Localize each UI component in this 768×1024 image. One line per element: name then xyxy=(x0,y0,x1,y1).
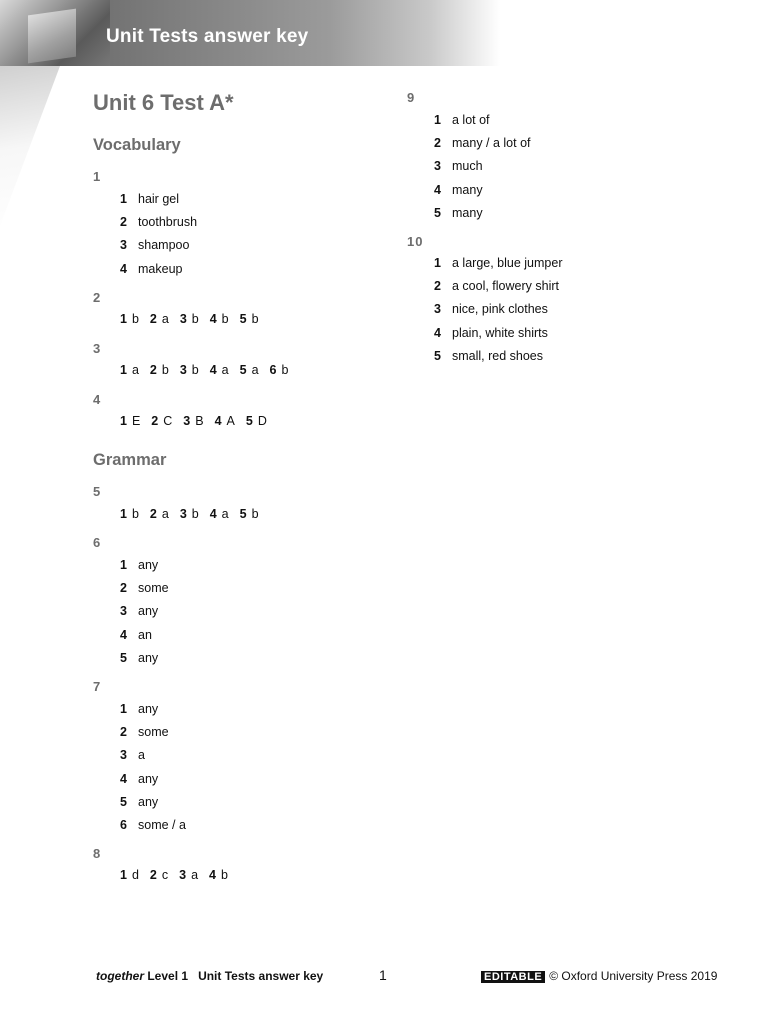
answer-item xyxy=(434,326,548,340)
item-number: 4 xyxy=(214,414,222,428)
answer-item xyxy=(120,702,158,716)
answer-pair xyxy=(150,507,169,521)
item-text: a xyxy=(138,748,145,763)
answer-item xyxy=(120,262,182,276)
item-number: 1 xyxy=(120,192,127,206)
item-number: 4 xyxy=(120,627,127,642)
page-number: 1 xyxy=(379,967,387,983)
item-number: 5 xyxy=(245,414,253,428)
answer-item xyxy=(120,604,158,618)
question-number: 4 xyxy=(93,392,102,407)
item-text: some xyxy=(138,581,169,596)
item-number: 4 xyxy=(434,325,441,340)
footer-doc-info xyxy=(96,969,323,983)
answer-pair xyxy=(120,868,139,882)
item-text: any xyxy=(138,794,159,809)
answer-letter: b xyxy=(221,312,229,326)
answer-letter: b xyxy=(251,312,259,326)
answer-pair xyxy=(215,414,235,428)
answer-row xyxy=(120,414,278,428)
answer-item xyxy=(120,215,197,229)
answer-pair xyxy=(183,414,203,428)
answer-letter: A xyxy=(226,414,235,428)
item-number: 5 xyxy=(239,312,247,326)
answer-pair xyxy=(120,507,139,521)
answer-pair xyxy=(180,312,199,326)
answer-letter: b xyxy=(131,312,139,326)
item-number: 2 xyxy=(120,581,127,596)
item-number: 3 xyxy=(179,507,187,521)
answer-letter: a xyxy=(131,363,139,377)
answer-letter: b xyxy=(191,507,199,521)
item-text: any xyxy=(138,702,159,716)
test-title: Unit 6 Test A* xyxy=(93,90,234,115)
answer-letter: a xyxy=(221,363,229,377)
item-number: 1 xyxy=(120,507,127,521)
item-number: 6 xyxy=(269,363,277,377)
answer-item xyxy=(120,558,158,572)
item-number: 2 xyxy=(120,215,127,230)
item-number: 3 xyxy=(434,159,441,174)
item-number: 5 xyxy=(434,205,441,220)
item-number: 4 xyxy=(209,507,217,521)
item-number: 4 xyxy=(434,182,441,197)
answer-item xyxy=(120,192,179,206)
item-number: 1 xyxy=(120,702,127,716)
question-number: 10 xyxy=(407,234,424,249)
answer-letter: b xyxy=(131,507,139,521)
item-number: 3 xyxy=(179,363,187,377)
answer-letter: E xyxy=(131,414,141,428)
item-text: plain, white shirts xyxy=(452,325,548,340)
answer-pair xyxy=(240,507,259,521)
answer-pair xyxy=(240,363,259,377)
item-number: 2 xyxy=(149,363,157,377)
footer-copyright: © Oxford University Press 2019 xyxy=(549,969,718,983)
answer-letter: B xyxy=(195,414,204,428)
answer-pair xyxy=(120,312,139,326)
question-number: 3 xyxy=(93,341,102,356)
answer-item xyxy=(434,113,490,127)
item-number: 1 xyxy=(120,312,127,326)
answer-letter: a xyxy=(161,507,169,521)
answer-letter: b xyxy=(191,363,199,377)
item-number: 2 xyxy=(149,868,157,882)
header-title: Unit Tests answer key xyxy=(106,26,309,47)
question-number: 9 xyxy=(407,90,416,105)
answer-letter: a xyxy=(251,363,259,377)
question-number: 8 xyxy=(93,846,102,861)
question-number: 6 xyxy=(93,535,102,550)
answer-item xyxy=(434,206,483,220)
answer-item xyxy=(120,772,158,786)
answer-item xyxy=(120,725,169,739)
answer-row xyxy=(120,363,299,377)
item-number: 5 xyxy=(434,348,441,363)
item-number: 4 xyxy=(120,771,127,786)
answer-pair xyxy=(179,868,198,882)
answer-pair xyxy=(150,363,169,377)
answer-item xyxy=(120,818,186,832)
answer-item xyxy=(120,795,158,809)
item-number: 1 xyxy=(120,558,127,572)
item-text: many xyxy=(452,205,483,220)
answer-pair xyxy=(150,312,169,326)
answer-pair xyxy=(180,507,199,521)
item-number: 5 xyxy=(239,507,247,521)
item-number: 4 xyxy=(209,312,217,326)
item-number: 3 xyxy=(120,604,127,619)
answer-pair xyxy=(120,363,139,377)
answer-item xyxy=(434,302,548,316)
item-text: a lot of xyxy=(452,113,490,127)
answer-pair xyxy=(180,363,199,377)
answer-letter: b xyxy=(191,312,199,326)
answer-letter: b xyxy=(281,363,289,377)
item-number: 5 xyxy=(239,363,247,377)
answer-item xyxy=(434,349,543,363)
answer-item xyxy=(434,256,562,270)
item-text: some xyxy=(138,725,169,740)
item-number: 4 xyxy=(120,261,127,276)
item-text: a large, blue jumper xyxy=(452,256,563,270)
item-number: 2 xyxy=(151,414,159,428)
item-text: many xyxy=(452,182,483,197)
item-number: 2 xyxy=(149,507,157,521)
item-text: some / a xyxy=(138,818,186,832)
item-number: 6 xyxy=(120,818,127,832)
answer-pair xyxy=(240,312,259,326)
item-text: any xyxy=(138,558,159,572)
question-number: 7 xyxy=(93,679,102,694)
answer-row xyxy=(120,507,270,521)
answer-letter: a xyxy=(221,507,229,521)
answer-row xyxy=(120,312,270,326)
item-number: 1 xyxy=(120,363,127,377)
header-banner xyxy=(0,0,768,66)
item-number: 4 xyxy=(209,363,217,377)
item-text: a cool, flowery shirt xyxy=(452,279,559,294)
item-number: 3 xyxy=(120,748,127,763)
answer-letter: D xyxy=(257,414,267,428)
answer-pair xyxy=(210,363,229,377)
item-text: many / a lot of xyxy=(452,136,531,151)
question-number: 5 xyxy=(93,484,102,499)
answer-pair xyxy=(150,868,168,882)
item-number: 2 xyxy=(120,725,127,740)
answer-letter: C xyxy=(163,414,173,428)
answer-letter: b xyxy=(220,868,228,882)
item-number: 4 xyxy=(209,868,216,882)
answer-item xyxy=(120,628,152,642)
item-number: 3 xyxy=(120,238,127,253)
answer-item xyxy=(434,159,483,173)
item-number: 3 xyxy=(434,302,441,317)
footer-doc-title: Unit Tests answer key xyxy=(198,969,324,983)
section-title-grammar: Grammar xyxy=(93,451,167,469)
footer-brand: together xyxy=(96,969,144,983)
side-decoration xyxy=(0,66,60,226)
question-number: 1 xyxy=(93,169,102,184)
footer-copyright-block xyxy=(481,969,717,983)
item-text: small, red shoes xyxy=(452,348,544,363)
answer-pair xyxy=(210,507,229,521)
item-text: any xyxy=(138,771,159,786)
item-number: 1 xyxy=(120,868,127,882)
item-number: 1 xyxy=(434,113,441,127)
item-number: 2 xyxy=(434,279,441,294)
answer-item xyxy=(120,581,169,595)
answer-pair xyxy=(209,868,228,882)
answer-item xyxy=(434,279,559,293)
answer-item xyxy=(120,651,158,665)
item-number: 1 xyxy=(120,414,127,428)
banner-cube-graphic xyxy=(28,9,76,64)
item-number: 3 xyxy=(183,414,191,428)
item-text: nice, pink clothes xyxy=(452,302,548,317)
answer-pair xyxy=(246,414,267,428)
item-number: 3 xyxy=(179,312,187,326)
section-title-vocabulary: Vocabulary xyxy=(93,136,181,154)
footer-level: Level 1 xyxy=(147,969,189,983)
answer-item xyxy=(434,183,483,197)
answer-pair xyxy=(270,363,289,377)
answer-letter: d xyxy=(131,868,139,882)
answer-item xyxy=(120,238,189,252)
editable-badge: EDITABLE xyxy=(481,971,545,983)
answer-row xyxy=(120,868,239,882)
answer-letter: a xyxy=(191,868,199,882)
answer-letter: b xyxy=(161,363,169,377)
item-number: 5 xyxy=(120,650,127,665)
item-number: 1 xyxy=(434,256,441,270)
question-number: 2 xyxy=(93,290,102,305)
answer-letter: c xyxy=(161,868,169,882)
item-text: any xyxy=(138,650,159,665)
item-text: makeup xyxy=(138,261,183,276)
item-text: toothbrush xyxy=(138,215,198,230)
item-number: 2 xyxy=(149,312,157,326)
answer-pair xyxy=(210,312,229,326)
item-text: an xyxy=(138,627,152,642)
item-text: any xyxy=(138,604,159,619)
answer-letter: b xyxy=(251,507,259,521)
answer-letter: a xyxy=(161,312,169,326)
item-number: 3 xyxy=(179,868,187,882)
answer-item xyxy=(120,748,145,762)
item-number: 5 xyxy=(120,794,127,809)
answer-item xyxy=(434,136,531,150)
item-text: much xyxy=(452,159,483,174)
item-text: hair gel xyxy=(138,192,179,206)
item-number: 2 xyxy=(434,136,441,151)
answer-pair xyxy=(120,414,140,428)
answer-pair xyxy=(151,414,172,428)
item-text: shampoo xyxy=(138,238,190,253)
